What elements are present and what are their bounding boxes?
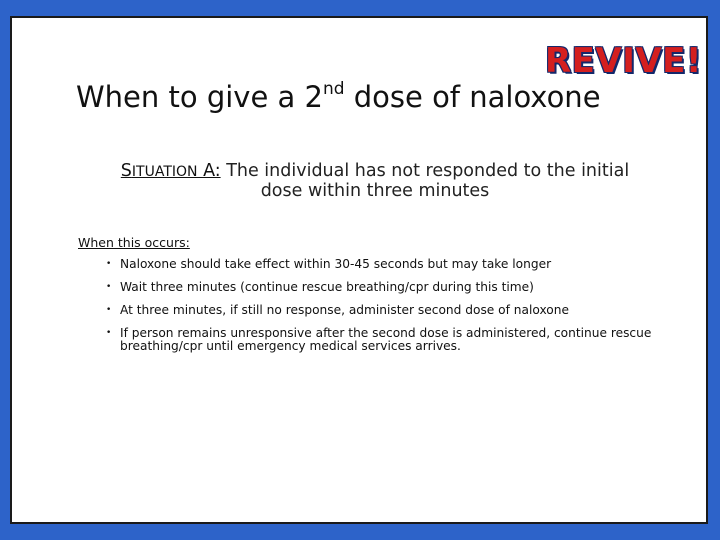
bullet-text: If person remains unresponsive after the second dose is administered, continue rescue breathing/cpr until emergency medical services arrives. (120, 326, 652, 353)
bullet-dot: • (106, 282, 112, 292)
bullet-text: Wait three minutes (continue rescue breathing/cpr during this time) (120, 280, 534, 294)
situation-label-initial: S (120, 161, 132, 181)
situation-a (100, 162, 650, 201)
bullet-text: At three minutes, if still no response, administer second dose of naloxone (120, 303, 569, 317)
bullet-item (104, 258, 664, 271)
bullet-item (104, 281, 664, 294)
bullet-text: Naloxone should take effect within 30-45 seconds but may take longer (120, 257, 552, 271)
title-suffix: dose of naloxone (344, 80, 601, 114)
bullet-dot: • (106, 259, 112, 269)
situation-text: The individual has not responded to the initial dose within three minutes (220, 161, 630, 201)
intro-heading: When this occurs: (78, 235, 190, 250)
situation-label-smallcaps: ITUATION (131, 164, 198, 180)
revive-logo: REVIVE! (545, 41, 702, 81)
bullet-item (104, 327, 664, 353)
situation-label-end: A: (197, 161, 221, 181)
bullet-dot: • (106, 328, 112, 338)
bullet-list (104, 258, 664, 363)
bullet-dot: • (106, 305, 112, 315)
title-prefix: When to give a 2 (76, 80, 323, 114)
slide-title (76, 80, 601, 114)
bullet-item (104, 304, 664, 317)
title-superscript: nd (322, 79, 345, 99)
situation-label (121, 161, 221, 181)
